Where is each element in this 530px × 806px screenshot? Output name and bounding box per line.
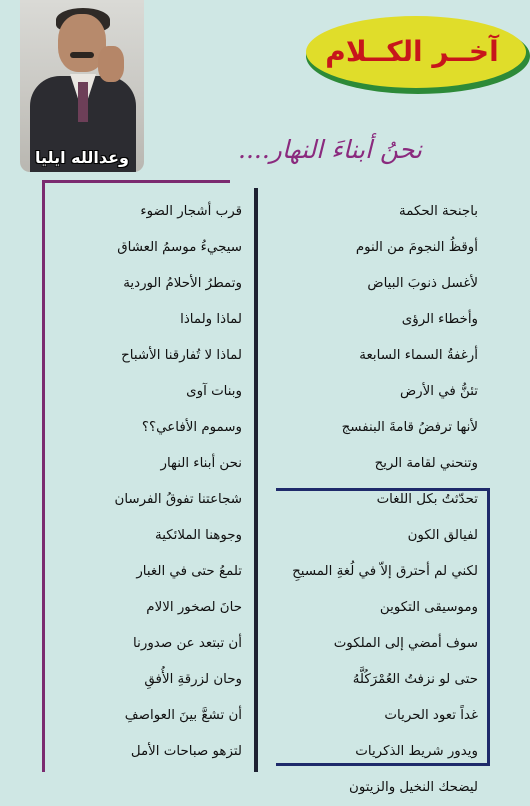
verse-line: لفيالق الكون (407, 528, 478, 543)
verse-line: أن تشعَّ بينَ العواصفِ (124, 708, 242, 723)
verse-line: لماذا ولماذا (180, 312, 242, 327)
verse-line: أوقظُ النجومَ من النوم (355, 240, 478, 255)
poem-title: نحنُ أبناءَ النهار.... (238, 135, 422, 164)
verse-line: لتزهو صباحات الأمل (130, 744, 242, 759)
verse-line: سيجيءُ موسمُ العشاق (117, 240, 242, 255)
poem-left-column (42, 194, 242, 770)
verse-line: قرب أشجار الضوء (140, 204, 242, 219)
verse-line: لأنها ترفضُ قامةَ البنفسج (341, 420, 478, 435)
verse-line: لكني لم أحترق إلاّ في لُغةِ المسيحِ (292, 564, 478, 579)
verse-line: أن تبتعد عن صدورنا (133, 636, 242, 651)
verse-line: وسموم الأفاعي؟؟ (141, 420, 242, 435)
verse-line: وحان لزرقةِ الأُفقِ (144, 672, 242, 687)
poem-right-column (260, 194, 478, 806)
verse-line: باجنحة الحكمة (399, 204, 478, 219)
verse-line: حانَ لصخور الالام (146, 600, 242, 615)
verse-line: تئنُّ في الأرض (399, 384, 478, 399)
verse-line: شجاعتنا تفوقُ الفرسان (114, 492, 242, 507)
verse-line: نحن أبناء النهار (160, 456, 242, 471)
verse-line: أرغفةُ السماء السابعة (359, 348, 478, 363)
verse-line: غداً تعود الحريات (384, 708, 478, 723)
column-divider (254, 188, 258, 772)
photo-mustache (70, 52, 94, 58)
navy-frame-right (487, 488, 490, 766)
verse-line: ليضحك النخيل والزيتون (348, 780, 478, 795)
author-name: وعدالله ايليا (35, 148, 129, 167)
verse-line: ويدور شريط الذكريات (355, 744, 478, 759)
verse-line: وتمطرُ الأحلامُ الوردية (123, 276, 242, 291)
verse-line: تلمعُ حتى في الغبار (136, 564, 242, 579)
verse-line: تحدّثتُ بكل اللغات (376, 492, 478, 507)
purple-frame-top (42, 180, 230, 183)
verse-line: لماذا لا تُفارقنا الأشباح (121, 348, 242, 363)
verse-line: وتنحني لقامة الريح (374, 456, 478, 471)
verse-line: وأخطاء الرؤى (401, 312, 478, 327)
section-title: آخــر الكــلام (325, 35, 499, 68)
verse-line: سوف أمضي إلى الملكوت (333, 636, 478, 651)
verse-line: وموسيقى التكوين (379, 600, 478, 615)
photo-tie (78, 82, 88, 122)
verse-line: لأغسل ذنوبَ البياض (367, 276, 478, 291)
verse-line: وجوهنا الملائكية (155, 528, 242, 543)
verse-line: وبنات آوى (186, 384, 242, 399)
verse-line: حتى لو نزفتُ العُمْرَكُلَّهُ (352, 672, 478, 687)
photo-hand (98, 46, 124, 82)
